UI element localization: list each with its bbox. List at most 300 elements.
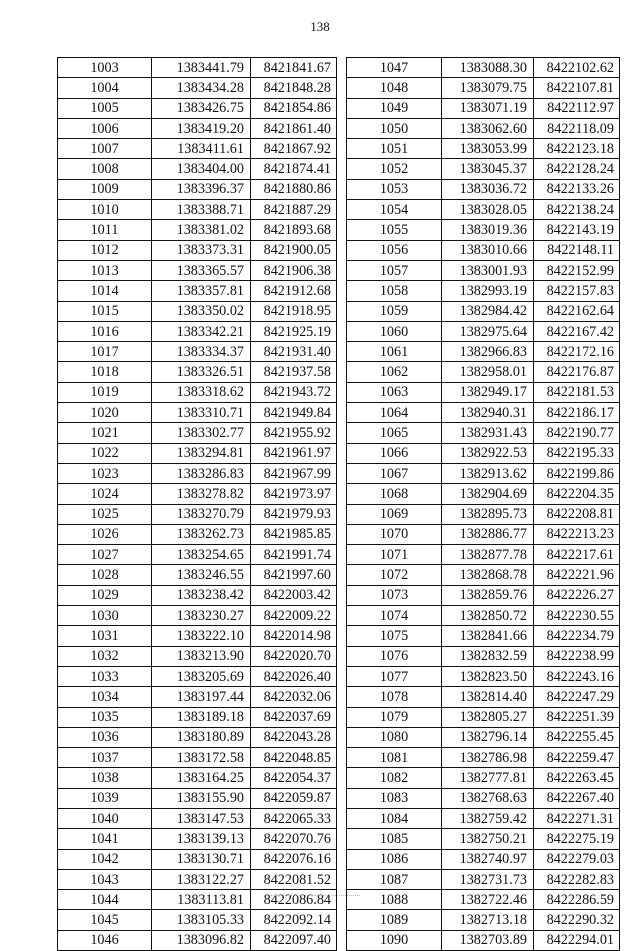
point-number-cell: 1071 — [347, 545, 442, 565]
point-number-cell: 1074 — [347, 606, 442, 626]
y-coordinate-cell: 8421874.41 — [251, 159, 337, 179]
table-row — [347, 58, 620, 78]
x-coordinate-cell: 1382993.19 — [442, 281, 534, 301]
y-coordinate-cell: 8421955.92 — [251, 423, 337, 443]
table-row — [58, 727, 337, 747]
point-number-cell: 1079 — [347, 707, 442, 727]
x-coordinate-cell: 1383357.81 — [152, 281, 251, 301]
x-coordinate-cell: 1382823.50 — [442, 666, 534, 686]
y-coordinate-cell: 8422032.06 — [251, 687, 337, 707]
point-number-cell: 1008 — [58, 159, 152, 179]
point-number-cell: 1066 — [347, 443, 442, 463]
point-number-cell: 1045 — [58, 910, 152, 930]
x-coordinate-cell: 1383105.33 — [152, 910, 251, 930]
y-coordinate-cell: 8422294.01 — [534, 930, 620, 950]
y-coordinate-cell: 8422118.09 — [534, 118, 620, 138]
x-coordinate-cell: 1383019.36 — [442, 220, 534, 240]
point-number-cell: 1026 — [58, 524, 152, 544]
x-coordinate-cell: 1382868.78 — [442, 565, 534, 585]
x-coordinate-cell: 1382904.69 — [442, 484, 534, 504]
point-number-cell: 1047 — [347, 58, 442, 78]
point-number-cell: 1039 — [58, 788, 152, 808]
y-coordinate-cell: 8422076.16 — [251, 849, 337, 869]
y-coordinate-cell: 8422081.52 — [251, 869, 337, 889]
table-row — [58, 606, 337, 626]
point-number-cell: 1043 — [58, 869, 152, 889]
x-coordinate-cell: 1382805.27 — [442, 707, 534, 727]
point-number-cell: 1032 — [58, 646, 152, 666]
x-coordinate-cell: 1382750.21 — [442, 829, 534, 849]
point-number-cell: 1067 — [347, 463, 442, 483]
table-row — [58, 768, 337, 788]
x-coordinate-cell: 1382850.72 — [442, 606, 534, 626]
y-coordinate-cell: 8422234.79 — [534, 626, 620, 646]
x-coordinate-cell: 1382922.53 — [442, 443, 534, 463]
y-coordinate-cell: 8421985.85 — [251, 524, 337, 544]
table-row — [58, 281, 337, 301]
point-number-cell: 1042 — [58, 849, 152, 869]
table-row — [347, 179, 620, 199]
x-coordinate-cell: 1383205.69 — [152, 666, 251, 686]
x-coordinate-cell: 1382984.42 — [442, 301, 534, 321]
y-coordinate-cell: 8421937.58 — [251, 362, 337, 382]
x-coordinate-cell: 1382958.01 — [442, 362, 534, 382]
y-coordinate-cell: 8422176.87 — [534, 362, 620, 382]
point-number-cell: 1075 — [347, 626, 442, 646]
table-row — [58, 585, 337, 605]
y-coordinate-cell: 8422247.29 — [534, 687, 620, 707]
point-number-cell: 1019 — [58, 382, 152, 402]
point-number-cell: 1013 — [58, 260, 152, 280]
table-row — [347, 768, 620, 788]
table-row — [58, 342, 337, 362]
x-coordinate-cell: 1383411.61 — [152, 139, 251, 159]
y-coordinate-cell: 8422009.22 — [251, 606, 337, 626]
x-coordinate-cell: 1382722.46 — [442, 890, 534, 910]
table-row — [58, 240, 337, 260]
table-row — [347, 403, 620, 423]
x-coordinate-cell: 1382713.18 — [442, 910, 534, 930]
x-coordinate-cell: 1383404.00 — [152, 159, 251, 179]
table-row — [58, 869, 337, 889]
point-number-cell: 1084 — [347, 808, 442, 828]
point-number-cell: 1016 — [58, 321, 152, 341]
point-number-cell: 1036 — [58, 727, 152, 747]
table-row — [347, 362, 620, 382]
table-row — [347, 139, 620, 159]
y-coordinate-cell: 8422290.32 — [534, 910, 620, 930]
point-number-cell: 1040 — [58, 808, 152, 828]
x-coordinate-cell: 1383302.77 — [152, 423, 251, 443]
table-row — [347, 240, 620, 260]
x-coordinate-cell: 1383213.90 — [152, 646, 251, 666]
x-coordinate-cell: 1383122.27 — [152, 869, 251, 889]
x-coordinate-cell: 1383164.25 — [152, 768, 251, 788]
y-coordinate-cell: 8422275.19 — [534, 829, 620, 849]
x-coordinate-cell: 1383197.44 — [152, 687, 251, 707]
x-coordinate-cell: 1383155.90 — [152, 788, 251, 808]
table-row — [347, 220, 620, 240]
point-number-cell: 1090 — [347, 930, 442, 950]
point-number-cell: 1028 — [58, 565, 152, 585]
x-coordinate-cell: 1383088.30 — [442, 58, 534, 78]
table-row — [58, 504, 337, 524]
table-row — [347, 98, 620, 118]
y-coordinate-cell: 8422143.19 — [534, 220, 620, 240]
x-coordinate-cell: 1382931.43 — [442, 423, 534, 443]
table-row — [58, 403, 337, 423]
table-row — [58, 890, 337, 910]
y-coordinate-cell: 8422259.47 — [534, 748, 620, 768]
point-number-cell: 1029 — [58, 585, 152, 605]
table-row — [347, 463, 620, 483]
x-coordinate-cell: 1383246.55 — [152, 565, 251, 585]
x-coordinate-cell: 1382759.42 — [442, 808, 534, 828]
y-coordinate-cell: 8422230.55 — [534, 606, 620, 626]
table-row — [347, 565, 620, 585]
table-row — [347, 849, 620, 869]
point-number-cell: 1063 — [347, 382, 442, 402]
y-coordinate-cell: 8422208.81 — [534, 504, 620, 524]
table-row — [347, 788, 620, 808]
table-row — [58, 58, 337, 78]
y-coordinate-cell: 8421991.74 — [251, 545, 337, 565]
y-coordinate-cell: 8422195.33 — [534, 443, 620, 463]
table-row — [58, 565, 337, 585]
table-row — [58, 220, 337, 240]
table-row — [347, 545, 620, 565]
point-number-cell: 1012 — [58, 240, 152, 260]
point-number-cell: 1010 — [58, 200, 152, 220]
x-coordinate-cell: 1383001.93 — [442, 260, 534, 280]
table-row — [347, 808, 620, 828]
point-number-cell: 1033 — [58, 666, 152, 686]
y-coordinate-cell: 8422123.18 — [534, 139, 620, 159]
y-coordinate-cell: 8421925.19 — [251, 321, 337, 341]
point-number-cell: 1085 — [347, 829, 442, 849]
table-row — [347, 342, 620, 362]
page-number: 138 — [310, 19, 330, 34]
y-coordinate-cell: 8422190.77 — [534, 423, 620, 443]
y-coordinate-cell: 8422199.86 — [534, 463, 620, 483]
x-coordinate-cell: 1382895.73 — [442, 504, 534, 524]
table-row — [347, 382, 620, 402]
coordinate-table-left — [57, 57, 337, 951]
table-row — [347, 890, 620, 910]
y-coordinate-cell: 8421848.28 — [251, 78, 337, 98]
point-number-cell: 1031 — [58, 626, 152, 646]
y-coordinate-cell: 8422102.62 — [534, 58, 620, 78]
x-coordinate-cell: 1383045.37 — [442, 159, 534, 179]
x-coordinate-cell: 1383071.19 — [442, 98, 534, 118]
table-row — [347, 260, 620, 280]
table-row — [347, 707, 620, 727]
point-number-cell: 1058 — [347, 281, 442, 301]
x-coordinate-cell: 1382740.97 — [442, 849, 534, 869]
y-coordinate-cell: 8422020.70 — [251, 646, 337, 666]
point-number-cell: 1054 — [347, 200, 442, 220]
x-coordinate-cell: 1383028.05 — [442, 200, 534, 220]
point-number-cell: 1046 — [58, 930, 152, 950]
table-row — [347, 666, 620, 686]
table-row — [347, 930, 620, 950]
x-coordinate-cell: 1382877.78 — [442, 545, 534, 565]
point-number-cell: 1027 — [58, 545, 152, 565]
table-row — [58, 78, 337, 98]
x-coordinate-cell: 1383318.62 — [152, 382, 251, 402]
table-row — [347, 524, 620, 544]
x-coordinate-cell: 1383262.73 — [152, 524, 251, 544]
table-row — [58, 687, 337, 707]
point-number-cell: 1003 — [58, 58, 152, 78]
point-number-cell: 1048 — [347, 78, 442, 98]
y-coordinate-cell: 8422152.99 — [534, 260, 620, 280]
y-coordinate-cell: 8422157.83 — [534, 281, 620, 301]
y-coordinate-cell: 8422255.45 — [534, 727, 620, 747]
table-row — [58, 301, 337, 321]
table-row — [58, 443, 337, 463]
footer-divider — [270, 895, 360, 897]
table-row — [58, 98, 337, 118]
table-row — [58, 808, 337, 828]
x-coordinate-cell: 1383222.10 — [152, 626, 251, 646]
point-number-cell: 1038 — [58, 768, 152, 788]
y-coordinate-cell: 8422092.14 — [251, 910, 337, 930]
x-coordinate-cell: 1383388.71 — [152, 200, 251, 220]
point-number-cell: 1049 — [347, 98, 442, 118]
y-coordinate-cell: 8422279.03 — [534, 849, 620, 869]
x-coordinate-cell: 1383381.02 — [152, 220, 251, 240]
point-number-cell: 1065 — [347, 423, 442, 443]
y-coordinate-cell: 8422065.33 — [251, 808, 337, 828]
y-coordinate-cell: 8421967.99 — [251, 463, 337, 483]
point-number-cell: 1037 — [58, 748, 152, 768]
y-coordinate-cell: 8422286.59 — [534, 890, 620, 910]
point-number-cell: 1044 — [58, 890, 152, 910]
point-number-cell: 1025 — [58, 504, 152, 524]
y-coordinate-cell: 8421961.97 — [251, 443, 337, 463]
x-coordinate-cell: 1383254.65 — [152, 545, 251, 565]
point-number-cell: 1034 — [58, 687, 152, 707]
y-coordinate-cell: 8421880.86 — [251, 179, 337, 199]
table-row — [58, 707, 337, 727]
y-coordinate-cell: 8421841.67 — [251, 58, 337, 78]
table-row — [58, 118, 337, 138]
table-row — [58, 910, 337, 930]
point-number-cell: 1089 — [347, 910, 442, 930]
x-coordinate-cell: 1382949.17 — [442, 382, 534, 402]
table-row — [58, 626, 337, 646]
y-coordinate-cell: 8422037.69 — [251, 707, 337, 727]
x-coordinate-cell: 1383342.21 — [152, 321, 251, 341]
table-row — [347, 504, 620, 524]
point-number-cell: 1007 — [58, 139, 152, 159]
x-coordinate-cell: 1383350.02 — [152, 301, 251, 321]
point-number-cell: 1005 — [58, 98, 152, 118]
table-row — [347, 118, 620, 138]
point-number-cell: 1006 — [58, 118, 152, 138]
table-row — [58, 829, 337, 849]
y-coordinate-cell: 8421900.05 — [251, 240, 337, 260]
table-row — [347, 484, 620, 504]
table-row — [58, 748, 337, 768]
x-coordinate-cell: 1382832.59 — [442, 646, 534, 666]
x-coordinate-cell: 1383139.13 — [152, 829, 251, 849]
y-coordinate-cell: 8421973.97 — [251, 484, 337, 504]
y-coordinate-cell: 8422217.61 — [534, 545, 620, 565]
table-row — [347, 687, 620, 707]
point-number-cell: 1068 — [347, 484, 442, 504]
y-coordinate-cell: 8422238.99 — [534, 646, 620, 666]
y-coordinate-cell: 8422221.96 — [534, 565, 620, 585]
x-coordinate-cell: 1382940.31 — [442, 403, 534, 423]
point-number-cell: 1018 — [58, 362, 152, 382]
x-coordinate-cell: 1382796.14 — [442, 727, 534, 747]
point-number-cell: 1060 — [347, 321, 442, 341]
point-number-cell: 1073 — [347, 585, 442, 605]
x-coordinate-cell: 1382966.83 — [442, 342, 534, 362]
y-coordinate-cell: 8422128.24 — [534, 159, 620, 179]
point-number-cell: 1011 — [58, 220, 152, 240]
x-coordinate-cell: 1382777.81 — [442, 768, 534, 788]
x-coordinate-cell: 1382814.40 — [442, 687, 534, 707]
y-coordinate-cell: 8422054.37 — [251, 768, 337, 788]
point-number-cell: 1020 — [58, 403, 152, 423]
y-coordinate-cell: 8422282.83 — [534, 869, 620, 889]
table-row — [347, 443, 620, 463]
table-row — [347, 423, 620, 443]
point-number-cell: 1057 — [347, 260, 442, 280]
table-row — [58, 321, 337, 341]
table-row — [58, 423, 337, 443]
point-number-cell: 1082 — [347, 768, 442, 788]
point-number-cell: 1059 — [347, 301, 442, 321]
x-coordinate-cell: 1382886.77 — [442, 524, 534, 544]
y-coordinate-cell: 8422162.64 — [534, 301, 620, 321]
point-number-cell: 1030 — [58, 606, 152, 626]
x-coordinate-cell: 1382859.76 — [442, 585, 534, 605]
x-coordinate-cell: 1383434.28 — [152, 78, 251, 98]
x-coordinate-cell: 1383230.27 — [152, 606, 251, 626]
point-number-cell: 1077 — [347, 666, 442, 686]
y-coordinate-cell: 8422172.16 — [534, 342, 620, 362]
x-coordinate-cell: 1382731.73 — [442, 869, 534, 889]
x-coordinate-cell: 1383079.75 — [442, 78, 534, 98]
y-coordinate-cell: 8421912.68 — [251, 281, 337, 301]
y-coordinate-cell: 8422070.76 — [251, 829, 337, 849]
point-number-cell: 1064 — [347, 403, 442, 423]
point-number-cell: 1035 — [58, 707, 152, 727]
point-number-cell: 1024 — [58, 484, 152, 504]
point-number-cell: 1078 — [347, 687, 442, 707]
point-number-cell: 1050 — [347, 118, 442, 138]
table-row — [347, 910, 620, 930]
x-coordinate-cell: 1383130.71 — [152, 849, 251, 869]
table-row — [58, 362, 337, 382]
point-number-cell: 1009 — [58, 179, 152, 199]
point-number-cell: 1041 — [58, 829, 152, 849]
table-row — [58, 524, 337, 544]
x-coordinate-cell: 1383180.89 — [152, 727, 251, 747]
y-coordinate-cell: 8422059.87 — [251, 788, 337, 808]
y-coordinate-cell: 8421931.40 — [251, 342, 337, 362]
y-coordinate-cell: 8422138.24 — [534, 200, 620, 220]
table-row — [58, 930, 337, 950]
y-coordinate-cell: 8421867.92 — [251, 139, 337, 159]
x-coordinate-cell: 1383189.18 — [152, 707, 251, 727]
table-row — [347, 200, 620, 220]
x-coordinate-cell: 1383396.37 — [152, 179, 251, 199]
point-number-cell: 1014 — [58, 281, 152, 301]
y-coordinate-cell: 8421887.29 — [251, 200, 337, 220]
y-coordinate-cell: 8422204.35 — [534, 484, 620, 504]
point-number-cell: 1004 — [58, 78, 152, 98]
table-row — [347, 321, 620, 341]
table-row — [58, 463, 337, 483]
point-number-cell: 1083 — [347, 788, 442, 808]
table-row — [58, 484, 337, 504]
x-coordinate-cell: 1383441.79 — [152, 58, 251, 78]
table-row — [58, 179, 337, 199]
x-coordinate-cell: 1383147.53 — [152, 808, 251, 828]
point-number-cell: 1055 — [347, 220, 442, 240]
table-row — [347, 606, 620, 626]
table-row — [58, 646, 337, 666]
x-coordinate-cell: 1383172.58 — [152, 748, 251, 768]
point-number-cell: 1023 — [58, 463, 152, 483]
x-coordinate-cell: 1383310.71 — [152, 403, 251, 423]
point-number-cell: 1072 — [347, 565, 442, 585]
x-coordinate-cell: 1383010.66 — [442, 240, 534, 260]
point-number-cell: 1017 — [58, 342, 152, 362]
x-coordinate-cell: 1383373.31 — [152, 240, 251, 260]
point-number-cell: 1053 — [347, 179, 442, 199]
table-row — [347, 646, 620, 666]
table-row — [58, 382, 337, 402]
y-coordinate-cell: 8422043.28 — [251, 727, 337, 747]
point-number-cell: 1076 — [347, 646, 442, 666]
table-row — [347, 78, 620, 98]
table-row — [347, 585, 620, 605]
y-coordinate-cell: 8421861.40 — [251, 118, 337, 138]
y-coordinate-cell: 8422167.42 — [534, 321, 620, 341]
y-coordinate-cell: 8422133.26 — [534, 179, 620, 199]
table-row — [347, 748, 620, 768]
point-number-cell: 1087 — [347, 869, 442, 889]
y-coordinate-cell: 8422267.40 — [534, 788, 620, 808]
table-row — [58, 545, 337, 565]
y-coordinate-cell: 8422026.40 — [251, 666, 337, 686]
table-row — [58, 788, 337, 808]
y-coordinate-cell: 8422213.23 — [534, 524, 620, 544]
y-coordinate-cell: 8422048.85 — [251, 748, 337, 768]
x-coordinate-cell: 1383278.82 — [152, 484, 251, 504]
point-number-cell: 1070 — [347, 524, 442, 544]
y-coordinate-cell: 8422181.53 — [534, 382, 620, 402]
point-number-cell: 1015 — [58, 301, 152, 321]
y-coordinate-cell: 8422226.27 — [534, 585, 620, 605]
x-coordinate-cell: 1383053.99 — [442, 139, 534, 159]
table-row — [347, 626, 620, 646]
table-row — [58, 159, 337, 179]
y-coordinate-cell: 8421949.84 — [251, 403, 337, 423]
point-number-cell: 1022 — [58, 443, 152, 463]
x-coordinate-cell: 1383062.60 — [442, 118, 534, 138]
coordinate-table-right — [346, 57, 620, 951]
y-coordinate-cell: 8421918.95 — [251, 301, 337, 321]
x-coordinate-cell: 1382913.62 — [442, 463, 534, 483]
x-coordinate-cell: 1383426.75 — [152, 98, 251, 118]
